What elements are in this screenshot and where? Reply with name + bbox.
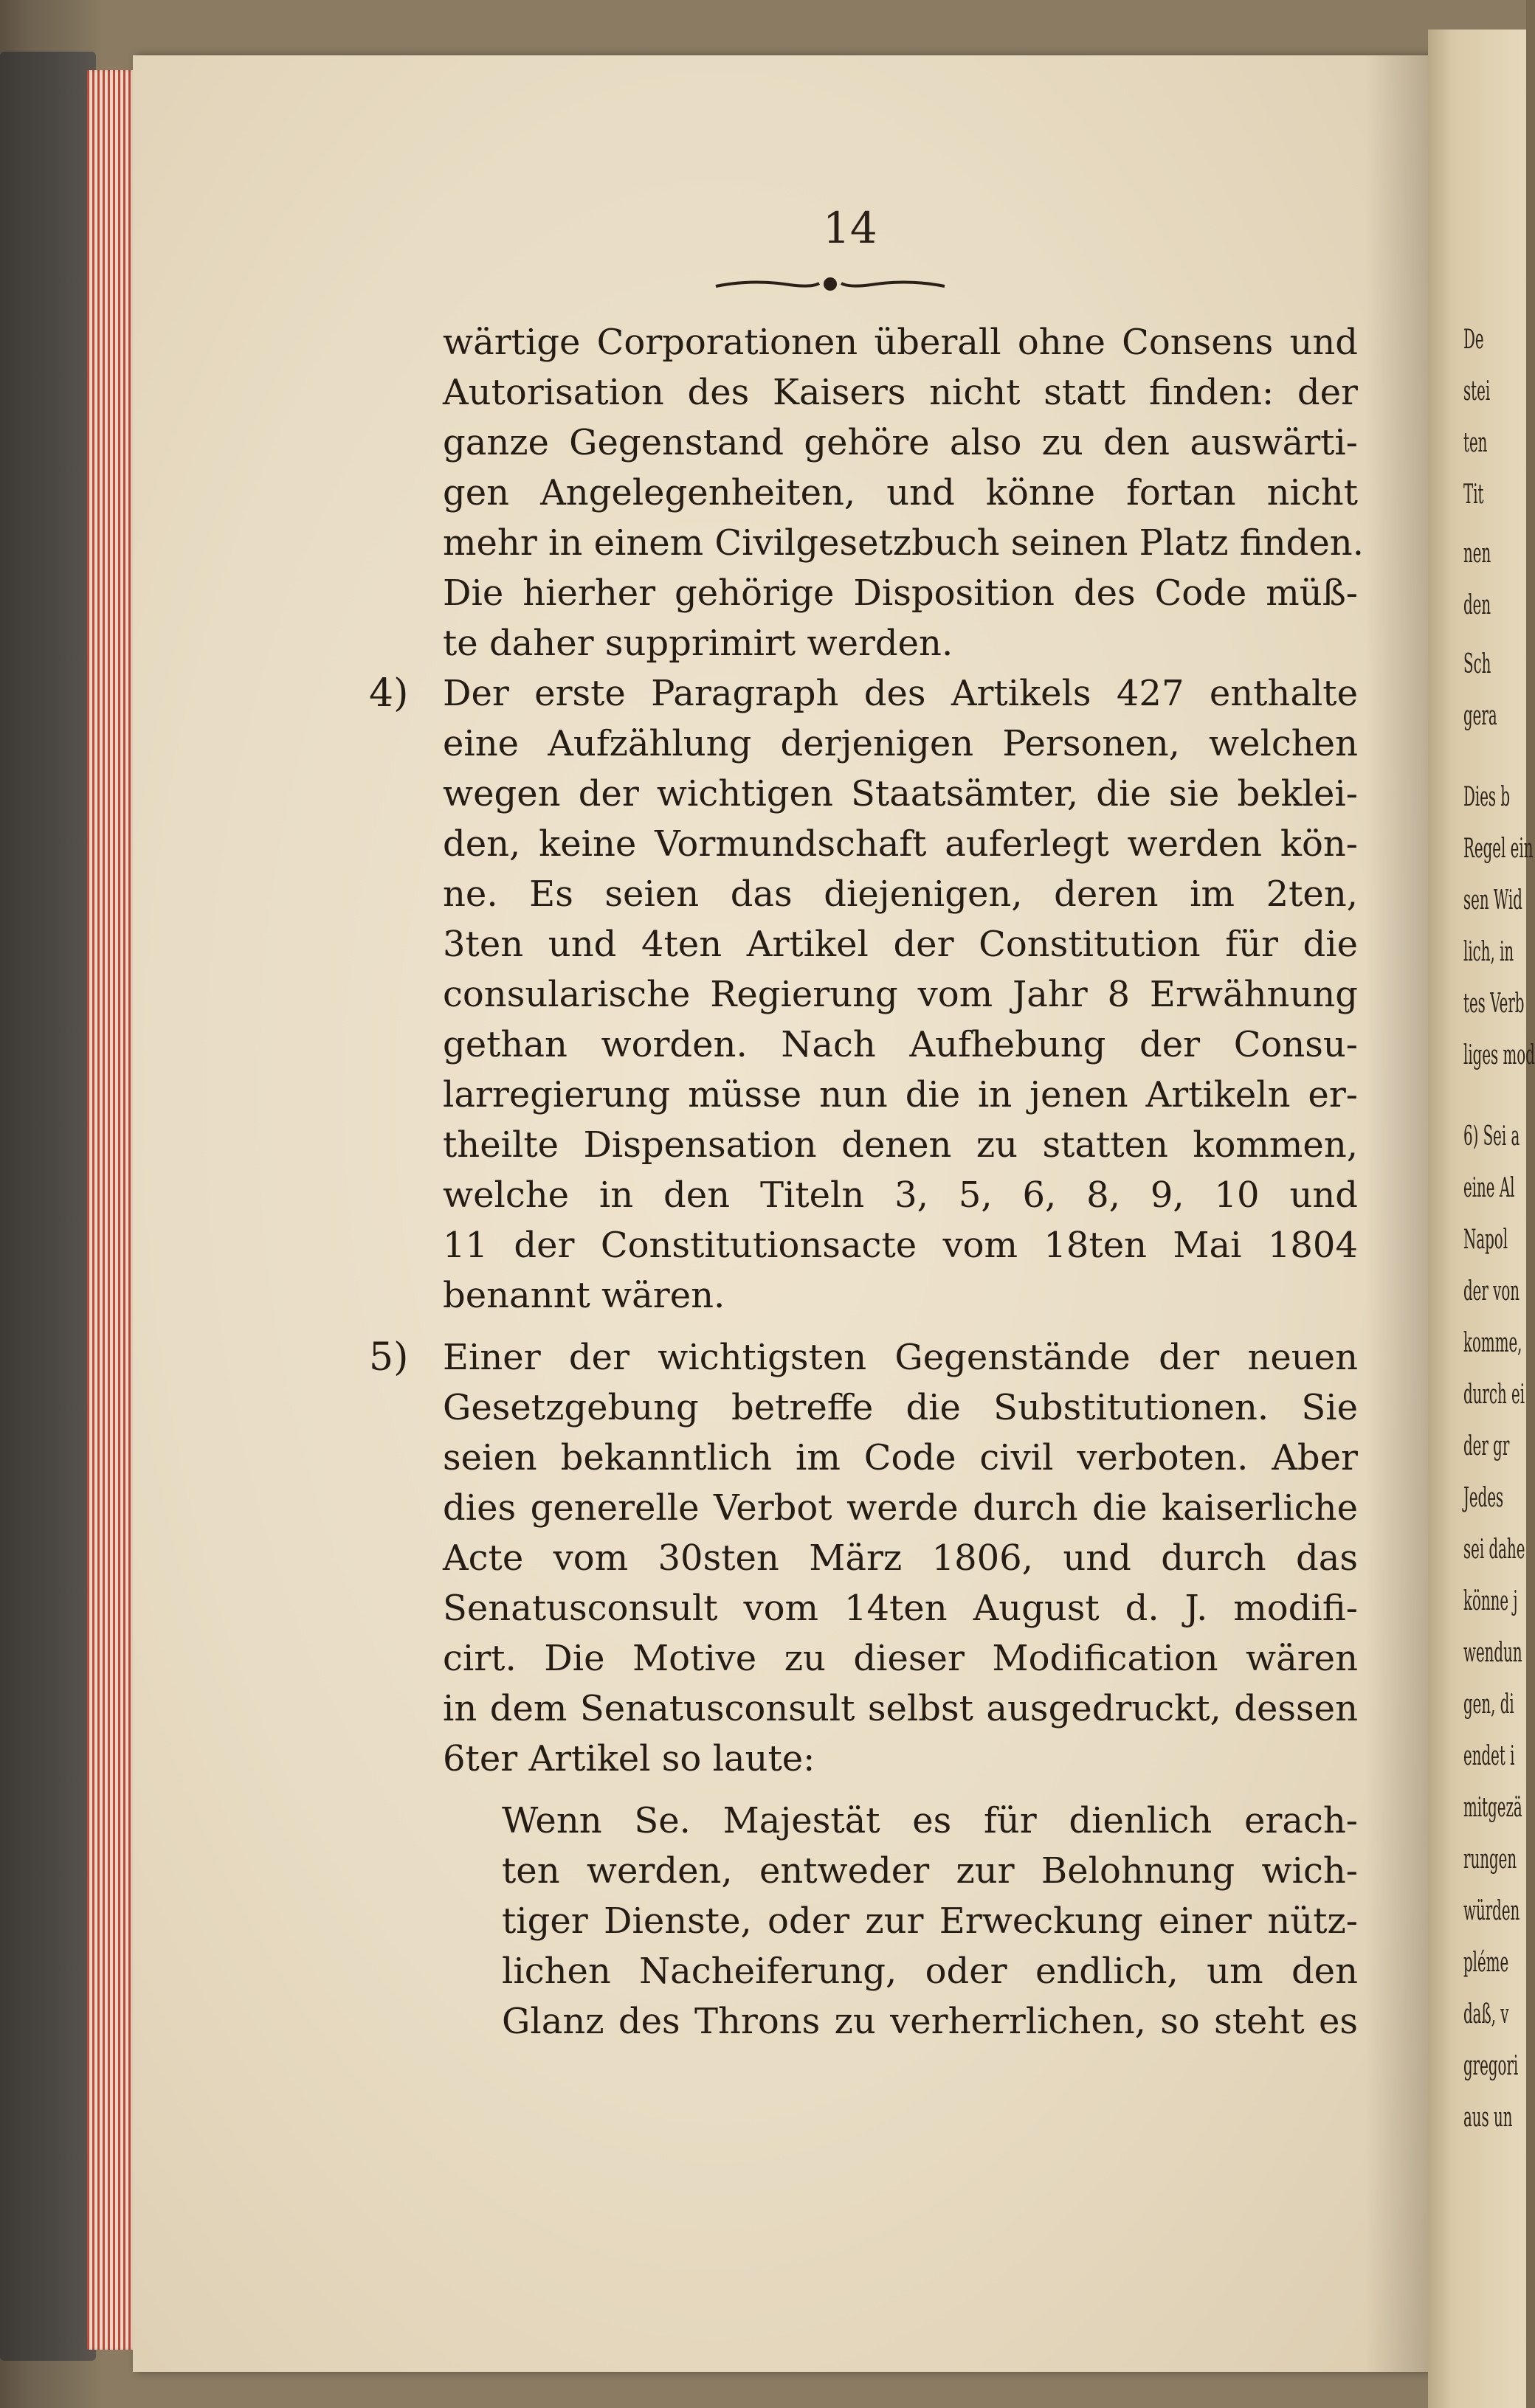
next-page-line: würden xyxy=(1463,1896,1520,1926)
next-page-line: den xyxy=(1463,590,1491,620)
text-line: 11 der Constitutionsacte vom 18ten Mai 1804 xyxy=(443,1225,1358,1266)
text-line: gethan worden. Nach Aufhebung der Consu- xyxy=(443,1024,1358,1065)
next-page-line: der gr xyxy=(1463,1431,1510,1461)
text-line: seien bekanntlich im Code civil verboten. Aber xyxy=(443,1437,1358,1478)
text-line: ten werden, entweder zur Belohnung wich- xyxy=(502,1850,1358,1892)
text-line: Glanz des Throns zu verherrlichen, so steht es xyxy=(502,2001,1358,2042)
text-line: consularische Regierung vom Jahr 8 Erwähnung xyxy=(443,974,1358,1015)
text-line: wärtige Corporationen überall ohne Consens und xyxy=(443,322,1358,363)
page-number: 14 xyxy=(823,203,877,253)
text-line: theilte Dispensation denen zu statten kommen, xyxy=(443,1124,1358,1166)
item-marker: 4) xyxy=(369,671,409,716)
text-line: 5) Einer der wichtigsten Gegenstände der neuen xyxy=(443,1332,1358,1383)
next-page-line: ten xyxy=(1463,428,1488,458)
next-page-line: De xyxy=(1463,325,1484,355)
text-line: Wenn Se. Majestät es für dienlich erach- xyxy=(502,1800,1358,1841)
next-page-line: mitgezä xyxy=(1463,1793,1522,1823)
item-marker: 5) xyxy=(369,1335,409,1380)
next-page-line: pléme xyxy=(1463,1948,1509,1978)
next-page-line: rungen xyxy=(1463,1844,1517,1875)
text-line: 4) Der erste Paragraph des Artikels 427 enthalte xyxy=(443,668,1358,719)
next-page-line: tes Verb xyxy=(1463,989,1525,1019)
next-page-line: endet i xyxy=(1463,1741,1515,1771)
text-line: in dem Senatusconsult selbst ausgedruckt, dessen xyxy=(443,1688,1358,1729)
text-line: welche in den Titeln 3, 5, 6, 8, 9, 10 und xyxy=(443,1174,1358,1216)
next-page-line: Sch xyxy=(1463,649,1491,679)
next-page-line: nen xyxy=(1463,539,1491,569)
next-page-line: stei xyxy=(1463,376,1491,406)
next-page-line: sen Wid xyxy=(1463,885,1522,916)
text-line: Autorisation des Kaisers nicht statt finden: der xyxy=(443,372,1358,413)
next-page-fragment xyxy=(1428,30,1535,2408)
next-page-line: Napol xyxy=(1463,1225,1508,1255)
text-line: larregierung müsse nun die in jenen Artikeln er- xyxy=(443,1074,1358,1115)
next-page-line: gregori xyxy=(1463,2051,1519,2081)
text-line: lichen Nacheiferung, oder endlich, um den xyxy=(502,1951,1358,1992)
next-page-line: der von xyxy=(1463,1276,1520,1307)
text-line: ne. Es seien das diejenigen, deren im 2ten, xyxy=(443,873,1358,915)
text-line: te daher supprimirt werden. xyxy=(443,623,953,664)
next-page-line: Jedes xyxy=(1463,1483,1504,1513)
next-page-line: liges mod xyxy=(1463,1040,1535,1070)
decorative-ornament xyxy=(708,264,952,301)
text-line: Gesetzgebung betreffe die Substitutionen. Sie xyxy=(443,1387,1358,1428)
next-page-line: aus un xyxy=(1463,2103,1513,2133)
next-page-line: daß, v xyxy=(1463,1999,1509,2030)
quoted-article xyxy=(443,1796,1358,2047)
text-line: wegen der wichtigen Staatsämter, die sie beklei- xyxy=(443,773,1358,814)
text-line: Acte vom 30sten März 1806, und durch das xyxy=(443,1537,1358,1579)
next-page-line: lich, in xyxy=(1463,937,1514,967)
text-line: tiger Dienste, oder zur Erweckung einer nütz- xyxy=(502,1900,1358,1942)
next-page-line: gen, di xyxy=(1463,1689,1514,1720)
next-page-line: durch ei xyxy=(1463,1380,1525,1410)
text-line: benannt wären. xyxy=(443,1275,725,1316)
text-line: dies generelle Verbot werde durch die kaiserliche xyxy=(443,1487,1358,1529)
text-line: eine Aufzählung derjenigen Personen, welchen xyxy=(443,723,1358,764)
text-line: cirt. Die Motive zu dieser Modification wären xyxy=(443,1638,1358,1679)
next-page-line: könne j xyxy=(1463,1586,1518,1616)
text-line: den, keine Vormundschaft auferlegt werden kön- xyxy=(443,823,1358,865)
next-page-line: 6) Sei a xyxy=(1463,1121,1520,1152)
red-page-edges xyxy=(87,70,139,2350)
text-line: mehr in einem Civilgesetzbuch seinen Platz finden. xyxy=(443,522,1364,564)
item-4-paragraph xyxy=(369,668,1358,1321)
text-line: 3ten und 4ten Artikel der Constitution für die xyxy=(443,924,1358,965)
next-page-line: wendun xyxy=(1463,1638,1522,1668)
text-line: Senatusconsult vom 14ten August d. J. modifi- xyxy=(443,1588,1358,1629)
next-page-line: gera xyxy=(1463,701,1497,731)
text-line: ganze Gegenstand gehöre also zu den auswärti- xyxy=(443,422,1358,463)
next-page-line: Tit xyxy=(1463,480,1484,510)
next-page-line: komme, xyxy=(1463,1328,1522,1358)
intro-paragraph xyxy=(443,317,1364,668)
next-page-line: sei dahe xyxy=(1463,1535,1525,1565)
text-line: 6ter Artikel so laute: xyxy=(443,1738,815,1779)
next-page-line: Regel ein xyxy=(1463,834,1534,864)
book-cover-edge xyxy=(0,52,96,2361)
next-page-line: Dies b xyxy=(1463,782,1511,812)
text-line: gen Angelegenheiten, und könne fortan nicht xyxy=(443,472,1358,513)
page-text xyxy=(369,317,1364,2047)
next-page-line: eine Al xyxy=(1463,1173,1515,1203)
text-line: Die hierher gehörige Disposition des Code müß- xyxy=(443,572,1358,614)
item-5-paragraph xyxy=(369,1332,1358,1784)
